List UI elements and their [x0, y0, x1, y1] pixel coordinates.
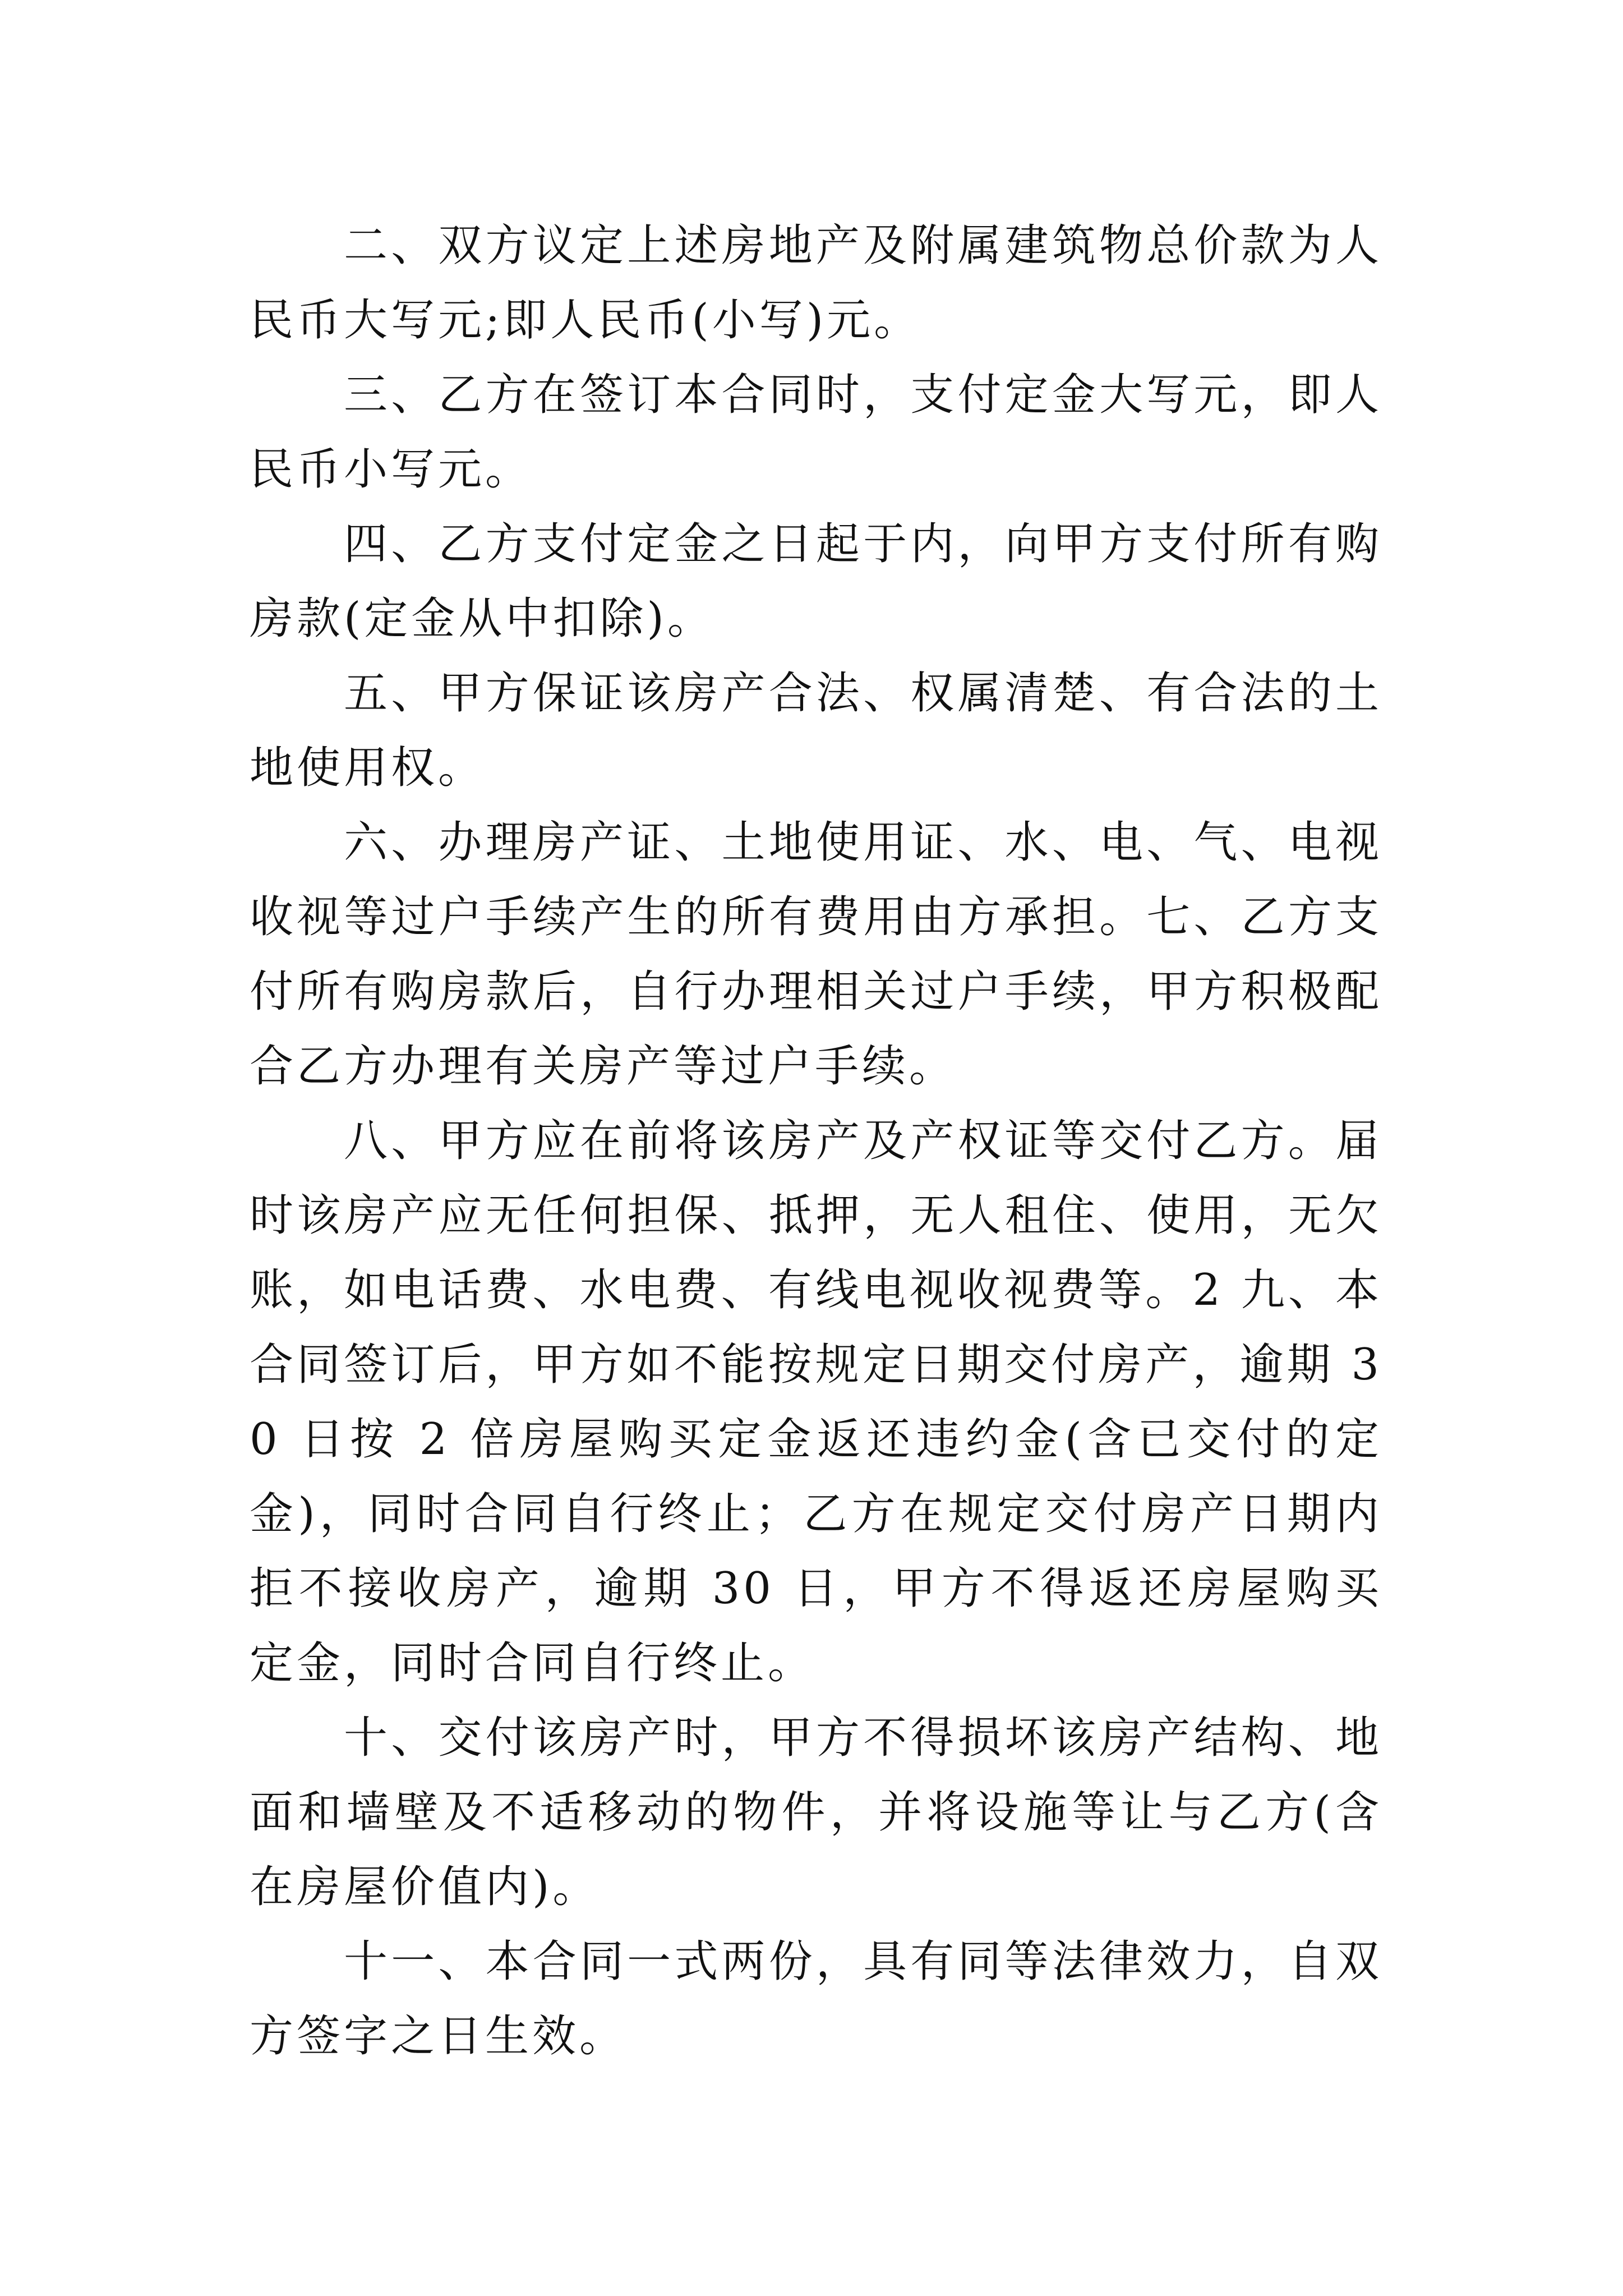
clause-11-effectiveness: 十一、本合同一式两份，具有同等法律效力，自双方签字之日生效。 — [250, 1936, 1382, 2062]
clause-5-legality: 五、甲方保证该房产合法、权属清楚、有合法的土地使用权。 — [250, 668, 1382, 793]
clause-6-7-transfer-fees: 六、办理房产证、土地使用证、水、电、气、电视收视等过户手续产生的所有费用由方承担。七、乙方支付所有购房款后，自行办理相关过户手续，甲方积极配合乙方办理有关房产等过户手续。 — [250, 817, 1382, 1092]
clause-10-handover-condition: 十、交付该房产时，甲方不得损坏该房产结构、地面和墙壁及不适移动的物件，并将设施等让与乙方(含在房屋价值内)。 — [250, 1713, 1382, 1912]
clause-2-total-price: 二、双方议定上述房地产及附属建筑物总价款为人民币大写元;即人民币(小写)元。 — [250, 220, 1382, 346]
contract-body — [250, 209, 1382, 2074]
clause-8-9-handover-penalty: 八、甲方应在前将该房产及产权证等交付乙方。届时该房产应无任何担保、抵押，无人租住、使用，无欠账，如电话费、水电费、有线电视收视费等。2 九、本合同签订后，甲方如不能按规定日期交付房产，逾期 30 日按 2 倍房屋购买定金返还违约金(含已交付的定金)，同时合同自行终止；乙方在规定交付房产日期内拒不接收房产，逾期 30 日，甲方不得返还房屋购买定金，同时合同自行终止。 — [250, 1116, 1382, 1688]
clause-3-deposit: 三、乙方在签订本合同时，支付定金大写元，即人民币小写元。 — [250, 370, 1382, 495]
clause-4-payment: 四、乙方支付定金之日起于内，向甲方支付所有购房款(定金从中扣除)。 — [250, 519, 1382, 644]
